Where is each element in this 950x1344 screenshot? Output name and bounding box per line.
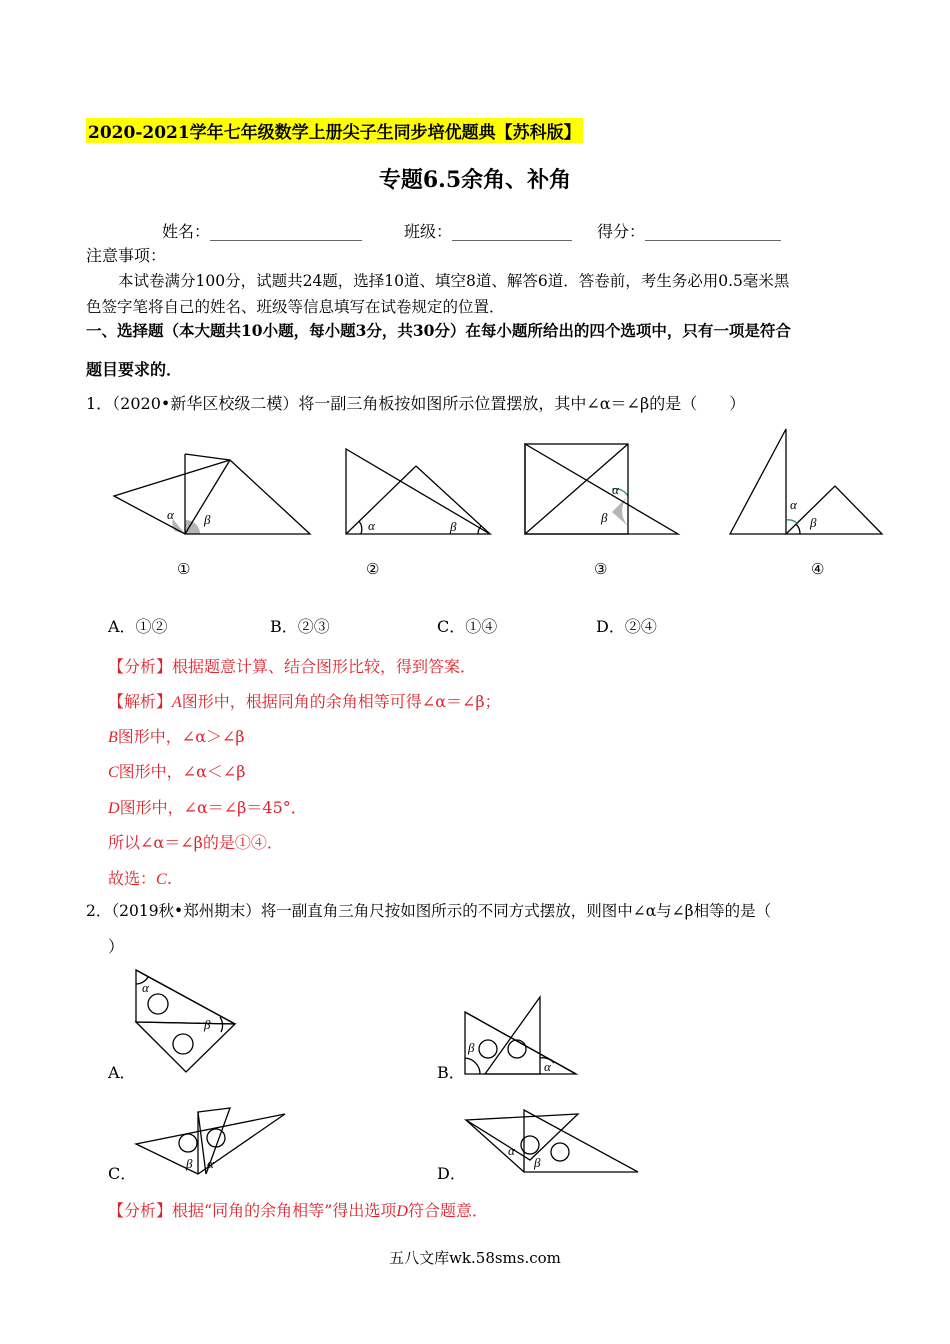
q1-option-c: C．①④	[437, 617, 498, 636]
q1-solution-line-c	[108, 759, 246, 782]
solution-text: 图形中，根据同角的余角相等可得∠α＝∠β；	[181, 692, 501, 711]
notice-line-1: 本试卷满分100分，试题共24题，选择10道、填空8道、解答6道．答卷前，考生务必用0.5毫米黑	[118, 272, 790, 290]
beta-label: β	[534, 1155, 541, 1170]
notice-line-2: 色签字笔将自己的姓名、班级等信息填写在试卷规定的位置．	[86, 298, 505, 316]
q1-solution-line-d	[108, 795, 307, 818]
q2-figure-b	[465, 997, 576, 1074]
solution-head: 【解析】	[108, 692, 173, 711]
q1-conclusion: 所以∠α＝∠β的是①④．	[108, 833, 283, 852]
solution-letter: D	[108, 800, 120, 817]
section-1-heading-cont: 题目要求的．	[86, 360, 183, 379]
beta-label: β	[810, 515, 817, 530]
analysis-tail: 符合题意．	[407, 1201, 488, 1220]
beta-label: β	[204, 1017, 211, 1032]
alpha-label: α	[207, 1156, 214, 1171]
q1-option-b: B．②③	[270, 617, 330, 636]
question-2-stem: 2．（2019秋•郑州期末）将一副直角三角尺按如图所示的不同方式摆放，则图中∠α与∠β相等的是（	[86, 902, 772, 920]
fig-label-3: ③	[594, 560, 608, 578]
q1-option-d: D．②④	[596, 617, 657, 636]
section-1-heading: 一、选择题（本大题共10小题，每小题3分，共30分）在每小题所给出的四个选项中，只有一项是符合	[86, 321, 791, 340]
question-1-stem: 1．（2020•新华区校级二模）将一副三角板按如图所示位置摆放，其中∠α＝∠β的是（ ）	[86, 394, 746, 413]
name-field: 姓名：___________________	[162, 222, 363, 241]
solution-text: 图形中，∠α＞∠β	[117, 727, 245, 746]
q2-option-a: A．	[108, 1063, 136, 1082]
solution-text: 图形中，∠α＜∠β	[118, 762, 246, 781]
q2-analysis	[108, 1198, 488, 1221]
beta-label: β	[450, 519, 457, 534]
alpha-label: α	[167, 507, 174, 522]
q1-figure-2	[346, 449, 490, 534]
answer-letter: C．	[156, 871, 183, 888]
beta-label: β	[204, 512, 211, 527]
q2-figure-a	[136, 970, 235, 1072]
q1-figure-3	[525, 444, 678, 534]
analysis-head: 【分析】根据“同角的余角相等”得出选项	[108, 1201, 397, 1220]
q1-answer	[108, 866, 183, 889]
q1-option-a: A．①②	[108, 617, 168, 636]
score-field: 得分：_________________	[597, 222, 782, 241]
fig-label-1: ①	[177, 560, 191, 578]
q2-option-d: D．	[437, 1164, 466, 1183]
fig-label-2: ②	[366, 560, 380, 578]
q1-figure-1	[114, 454, 310, 534]
class-field: 班级：_______________	[404, 222, 573, 241]
alpha-label: α	[544, 1059, 551, 1074]
beta-label: β	[186, 1156, 193, 1171]
fig-label-4: ④	[811, 560, 825, 578]
page-title: 专题6.5余角、补角	[378, 167, 572, 193]
q2-option-b: B．	[437, 1063, 465, 1082]
alpha-label: α	[142, 980, 149, 995]
beta-label: β	[601, 510, 608, 525]
answer-prefix: 故选：	[108, 869, 157, 888]
analysis-letter: D	[396, 1203, 408, 1220]
q1-figure-4	[730, 429, 882, 534]
q2-figure-c	[136, 1108, 285, 1174]
q2-option-c: C．	[108, 1164, 137, 1183]
alpha-label: α	[508, 1143, 515, 1158]
alpha-label: α	[612, 482, 619, 497]
question-1-figures	[100, 424, 900, 544]
question-2-figures	[120, 962, 660, 1182]
q1-solution-line-b	[108, 724, 245, 747]
alpha-label: α	[368, 518, 375, 533]
solution-letter: B	[108, 729, 118, 746]
solution-letter: A	[172, 694, 182, 711]
q1-solution-line-a	[108, 689, 501, 712]
beta-label: β	[468, 1040, 475, 1055]
solution-text: 图形中，∠α＝∠β＝45°．	[119, 798, 307, 817]
question-2-stem-cont: ）	[108, 937, 125, 956]
page-footer: 五八文库wk.58sms.com	[389, 1249, 561, 1267]
solution-letter: C	[108, 764, 119, 781]
document-header: 2020-2021学年七年级数学上册尖子生同步培优题典【苏科版】	[86, 118, 583, 143]
notice-title: 注意事项：	[86, 246, 167, 265]
q2-figure-d	[466, 1110, 638, 1172]
alpha-label: α	[790, 497, 797, 512]
q1-analysis: 【分析】根据题意计算、结合图形比较，得到答案．	[108, 657, 477, 676]
